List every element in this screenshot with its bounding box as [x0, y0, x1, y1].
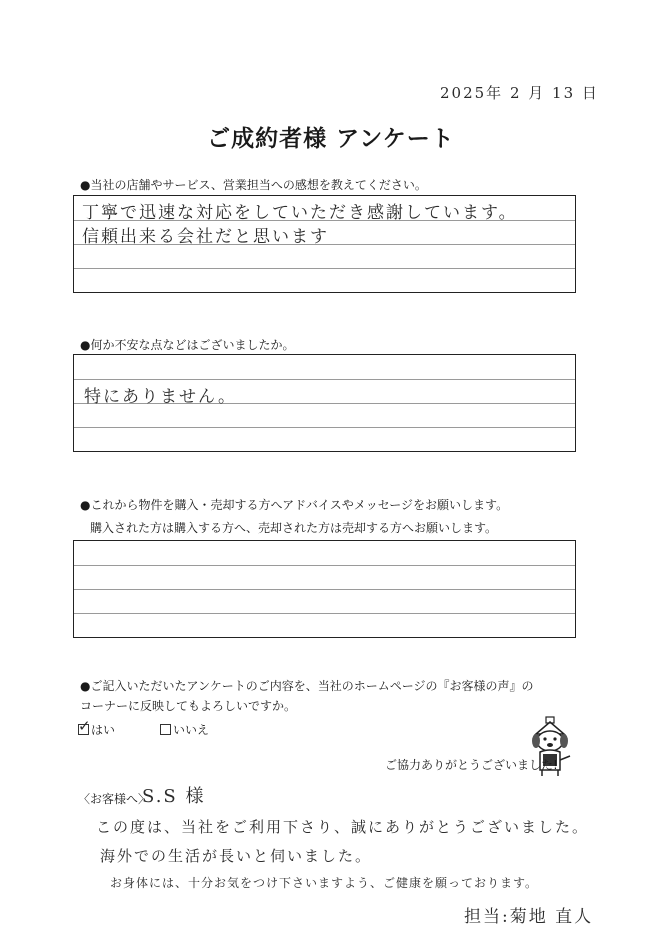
- check-mark-icon: ✓: [78, 717, 93, 735]
- answer-1-line-1: 丁寧で迅速な対応をしていただき感謝しています。: [82, 203, 518, 223]
- option-yes-label: はい: [91, 723, 116, 737]
- answer-box-3: [73, 540, 576, 638]
- answer-2-text: 特にありません。: [84, 387, 238, 407]
- answer-box-1: [73, 195, 576, 293]
- reply-to-label: 〈お客様へ〉: [78, 792, 151, 806]
- question-4-label-line-2: コーナーに反映してもよろしいですか。: [80, 699, 297, 713]
- staff-signature: 担当:菊地 直人: [464, 907, 594, 927]
- thanks-message: ご協力ありがとうございました!: [385, 758, 558, 772]
- question-3-label: ●これから物件を購入・売却する方へアドバイスやメッセージをお願いします。: [80, 498, 509, 512]
- checkbox-yes[interactable]: [78, 717, 93, 735]
- answer-box-2: [73, 354, 576, 452]
- question-3-sublabel: 購入された方は購入する方へ、売却された方は売却する方へお願いします。: [90, 521, 498, 535]
- page-title: ご成約者様 アンケート: [207, 126, 455, 152]
- checkbox-no[interactable]: [160, 724, 171, 735]
- option-no[interactable]: [160, 721, 209, 738]
- survey-date: 2025年 2 月 13 日: [440, 84, 599, 102]
- question-2-label: ●何か不安な点などはございましたか。: [80, 338, 295, 352]
- option-yes[interactable]: [78, 717, 116, 738]
- question-1-label: ●当社の店舗やサービス、営業担当への感想を教えてください。: [80, 178, 427, 192]
- question-4-label-line-1: ●ご記入いただいたアンケートのご内容を、当社のホームページの『お客様の声』の: [80, 679, 534, 693]
- customer-name: S.S 様: [142, 786, 206, 807]
- answer-1-line-2: 信頼出来る会社だと思います: [82, 227, 329, 247]
- reply-line-1: この度は、当社をご利用下さり、誠にありがとうございました。: [96, 818, 590, 836]
- option-no-label: いいえ: [173, 723, 210, 737]
- reply-line-2: 海外での生活が長いと伺いました。: [100, 847, 373, 865]
- reply-line-3: お身体には、十分お気をつけ下さいますよう、ご健康を願っております。: [110, 876, 539, 890]
